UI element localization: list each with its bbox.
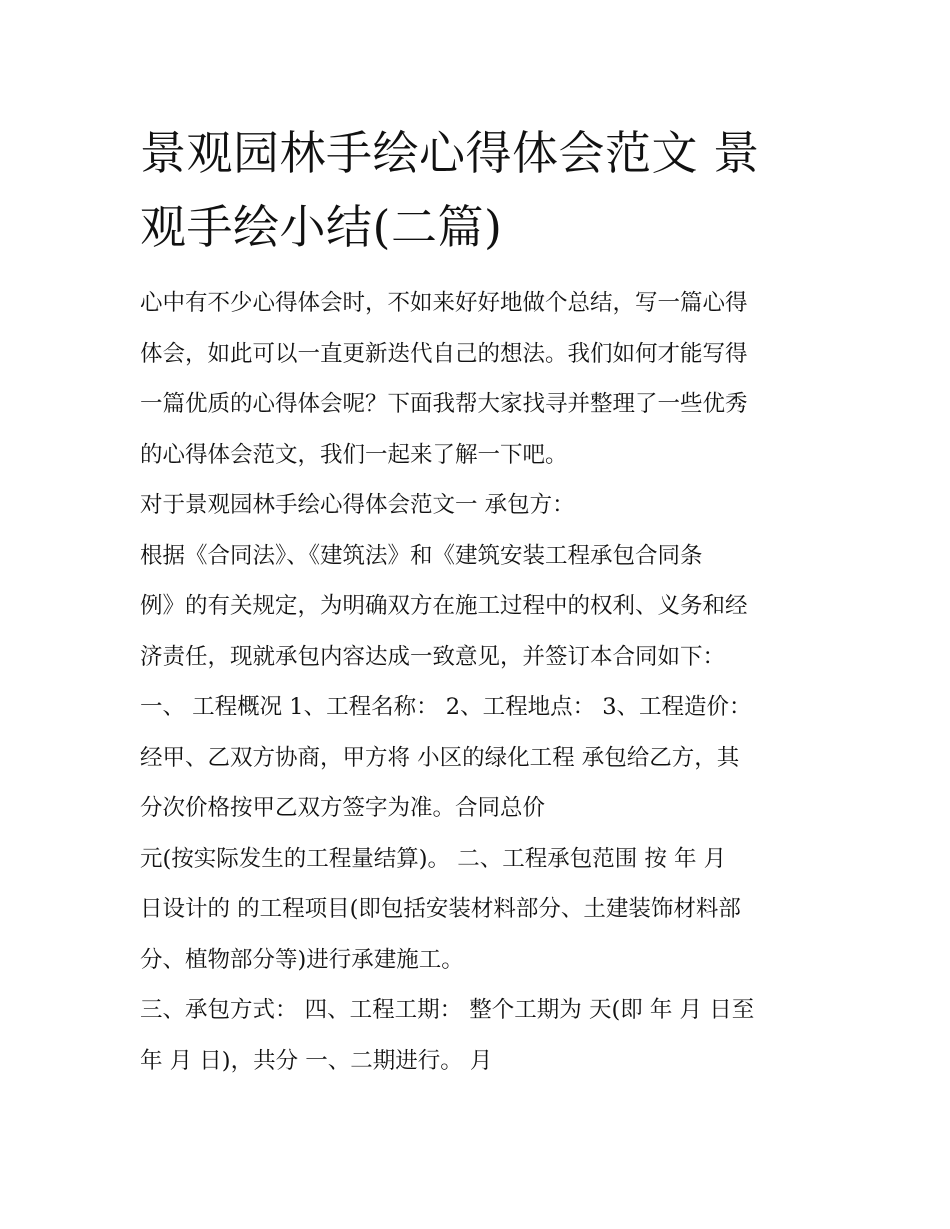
body-line: 例》的有关规定，为明确双方在施工过程中的权利、义务和经 <box>140 593 748 619</box>
body-line: 体会，如此可以一直更新迭代自己的想法。我们如何才能写得 <box>140 340 748 367</box>
body-line: 年 月 日)，共分 一、二期进行。 月 <box>140 1047 493 1074</box>
body-line: 根据《合同法》、《建筑法》和《建筑安装工程承包合同条 <box>140 542 703 569</box>
body-line: 一、 工程概况 1、工程名称： 2、工程地点： 3、工程造价： <box>140 694 752 720</box>
body-line: 心中有不少心得体会时，不如来好好地做个总结，写一篇心得 <box>140 290 748 316</box>
body-line: 元(按实际发生的工程量结算)。 二、工程承包范围 按 年 月 <box>140 845 727 872</box>
body-line: 的心得体会范文，我们一起来了解一下吧。 <box>140 441 568 468</box>
title-line-2: 观手绘小结(二篇) <box>140 200 503 254</box>
document-body <box>140 278 830 1086</box>
body-line: 分、植物部分等)进行承建施工。 <box>140 946 464 973</box>
body-line: 一篇优质的心得体会呢？下面我帮大家找寻并整理了一些优秀 <box>140 391 748 417</box>
document-title <box>140 116 820 264</box>
title-line-1: 景观园林手绘心得体会范文 景 <box>140 126 760 180</box>
body-line: 分次价格按甲乙双方签字为准。合同总价 <box>140 795 546 821</box>
body-line: 济责任，现就承包内容达成一致意见，并签订本合同如下： <box>140 643 726 670</box>
body-line: 日设计的 的工程项目(即包括安装材料部分、土建装饰材料部 <box>140 896 741 922</box>
body-line: 经甲、乙双方协商，甲方将 小区的绿化工程 承包给乙方，其 <box>140 744 740 771</box>
body-line: 三、承包方式： 四、工程工期： 整个工期为 天(即 年 月 日至 <box>140 997 755 1023</box>
section-heading: 对于景观园林手绘心得体会范文一 承包方： <box>140 492 575 518</box>
